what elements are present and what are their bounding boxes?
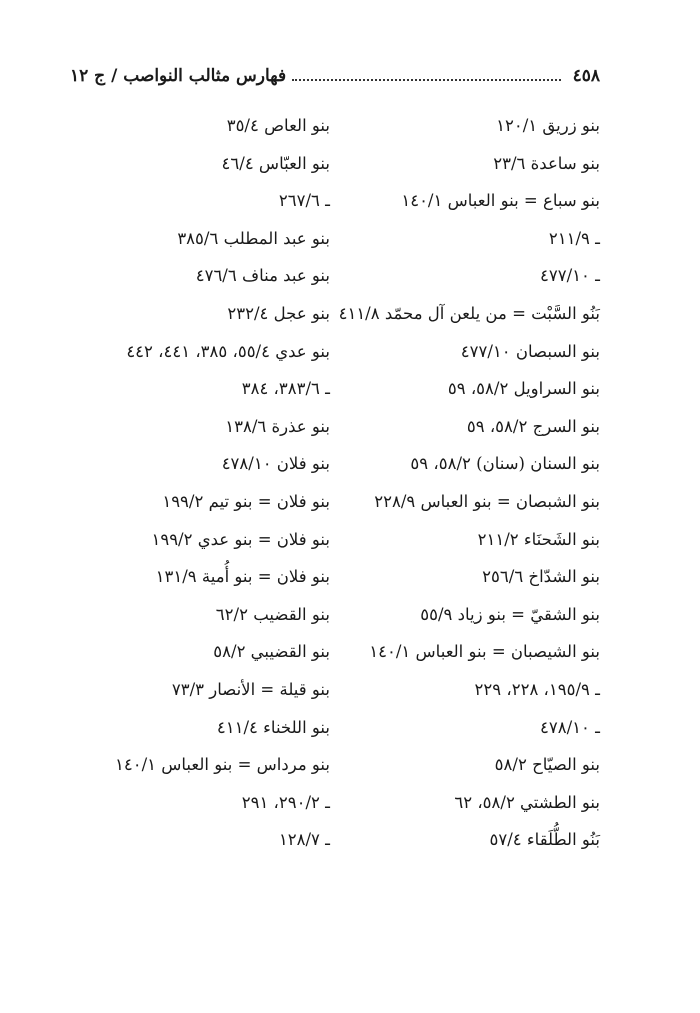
running-header bbox=[70, 62, 600, 90]
index-entry: ـ ٢٦٧/٦ bbox=[278, 191, 330, 211]
index-entry: بنو السنان (سنان) ٥٨/٢، ٥٩ bbox=[410, 454, 600, 474]
index-entry: بنو زريق ١٢٠/١ bbox=[496, 116, 600, 135]
page-number: ٤٥٨ bbox=[572, 66, 600, 86]
index-entry: بنو قيلة = الأنصار ٧٣/٣ bbox=[171, 679, 330, 699]
index-entry: بنو سباع = بنو العباس ١٤٠/١ bbox=[401, 191, 600, 211]
index-entry: بنو الطشتي ٥٨/٢، ٦٢ bbox=[454, 792, 600, 812]
index-entry: بنو عذرة ١٣٨/٦ bbox=[225, 416, 330, 436]
index-entry: بنو العاص ٣٥/٤ bbox=[226, 116, 330, 135]
index-entry: بنو عجل ٢٣٢/٤ bbox=[227, 303, 330, 323]
index-entry: بنو الشقيّ = بنو زياد ٥٥/٩ bbox=[420, 604, 600, 624]
index-entry: ـ ٣٨٣/٦، ٣٨٤ bbox=[241, 379, 330, 399]
index-entry: بنو القضيبي ٥٨/٢ bbox=[213, 642, 330, 662]
index-column-left bbox=[70, 112, 330, 864]
index-entry: بنو فلان = بنو أُمية ١٣١/٩ bbox=[155, 567, 330, 587]
index-entry: بنو فلان = بنو عدي ١٩٩/٢ bbox=[151, 529, 330, 549]
index-entry: بنو فلان = بنو تيم ١٩٩/٢ bbox=[162, 491, 330, 511]
index-entry: بنو الشَحنَاء ٢١١/٢ bbox=[477, 529, 600, 549]
index-entry: بنو العبّاس ٤٦/٤ bbox=[221, 153, 330, 173]
index-entry: ـ ٤٧٧/١٠ bbox=[540, 266, 600, 286]
index-entry: بنو الشيصبان = بنو العباس ١٤٠/١ bbox=[369, 642, 600, 662]
index-entry: بنو السرج ٥٨/٢، ٥٩ bbox=[466, 416, 600, 436]
index-entry: بنو عدي ٥٥/٤، ٣٨٥، ٤٤١، ٤٤٢ bbox=[126, 341, 330, 361]
index-entry: بنو القضيب ٦٢/٢ bbox=[215, 604, 330, 624]
index-entry: بنو عبد مناف ٤٧٦/٦ bbox=[195, 266, 330, 286]
index-columns bbox=[70, 112, 600, 864]
index-entry: بنو مرداس = بنو العباس ١٤٠/١ bbox=[115, 755, 330, 775]
index-entry: بنو السراويل ٥٨/٢، ٥٩ bbox=[447, 379, 600, 399]
index-entry: بنو فلان ٤٧٨/١٠ bbox=[221, 454, 330, 474]
index-entry: بنو الشبصان = بنو العباس ٢٢٨/٩ bbox=[374, 491, 600, 511]
index-entry: بنو الصيّاح ٥٨/٢ bbox=[494, 755, 600, 775]
running-title: فهارس مثالب النواصب / ج ١٢ bbox=[70, 66, 287, 86]
index-entry: بنو اللخناء ٤١١/٤ bbox=[216, 717, 330, 737]
index-entry: بنو السبصان ٤٧٧/١٠ bbox=[460, 341, 600, 361]
index-entry: بنو ساعدة ٢٣/٦ bbox=[493, 153, 600, 173]
index-entry: بنو عبد المطلب ٣٨٥/٦ bbox=[177, 228, 330, 248]
index-entry: ـ ١٩٥/٩، ٢٢٨، ٢٢٩ bbox=[474, 679, 600, 699]
index-column-right bbox=[340, 112, 600, 864]
index-entry: ـ ٢٩٠/٢، ٢٩١ bbox=[241, 792, 330, 812]
index-entry: ـ ٤٧٨/١٠ bbox=[540, 717, 600, 737]
index-entry: بَنُو السَّبْت = من يلعن آل محمّد ٤١١/٨ bbox=[338, 303, 600, 323]
index-entry: ـ ١٢٨/٧ bbox=[278, 830, 330, 850]
index-entry: بَنُو الطُّلَقاء ٥٧/٤ bbox=[489, 830, 600, 850]
index-entry: ـ ٢١١/٩ bbox=[548, 228, 600, 248]
leader-dots bbox=[292, 79, 560, 81]
index-entry: بنو الشدّاخ ٢٥٦/٦ bbox=[482, 567, 600, 587]
